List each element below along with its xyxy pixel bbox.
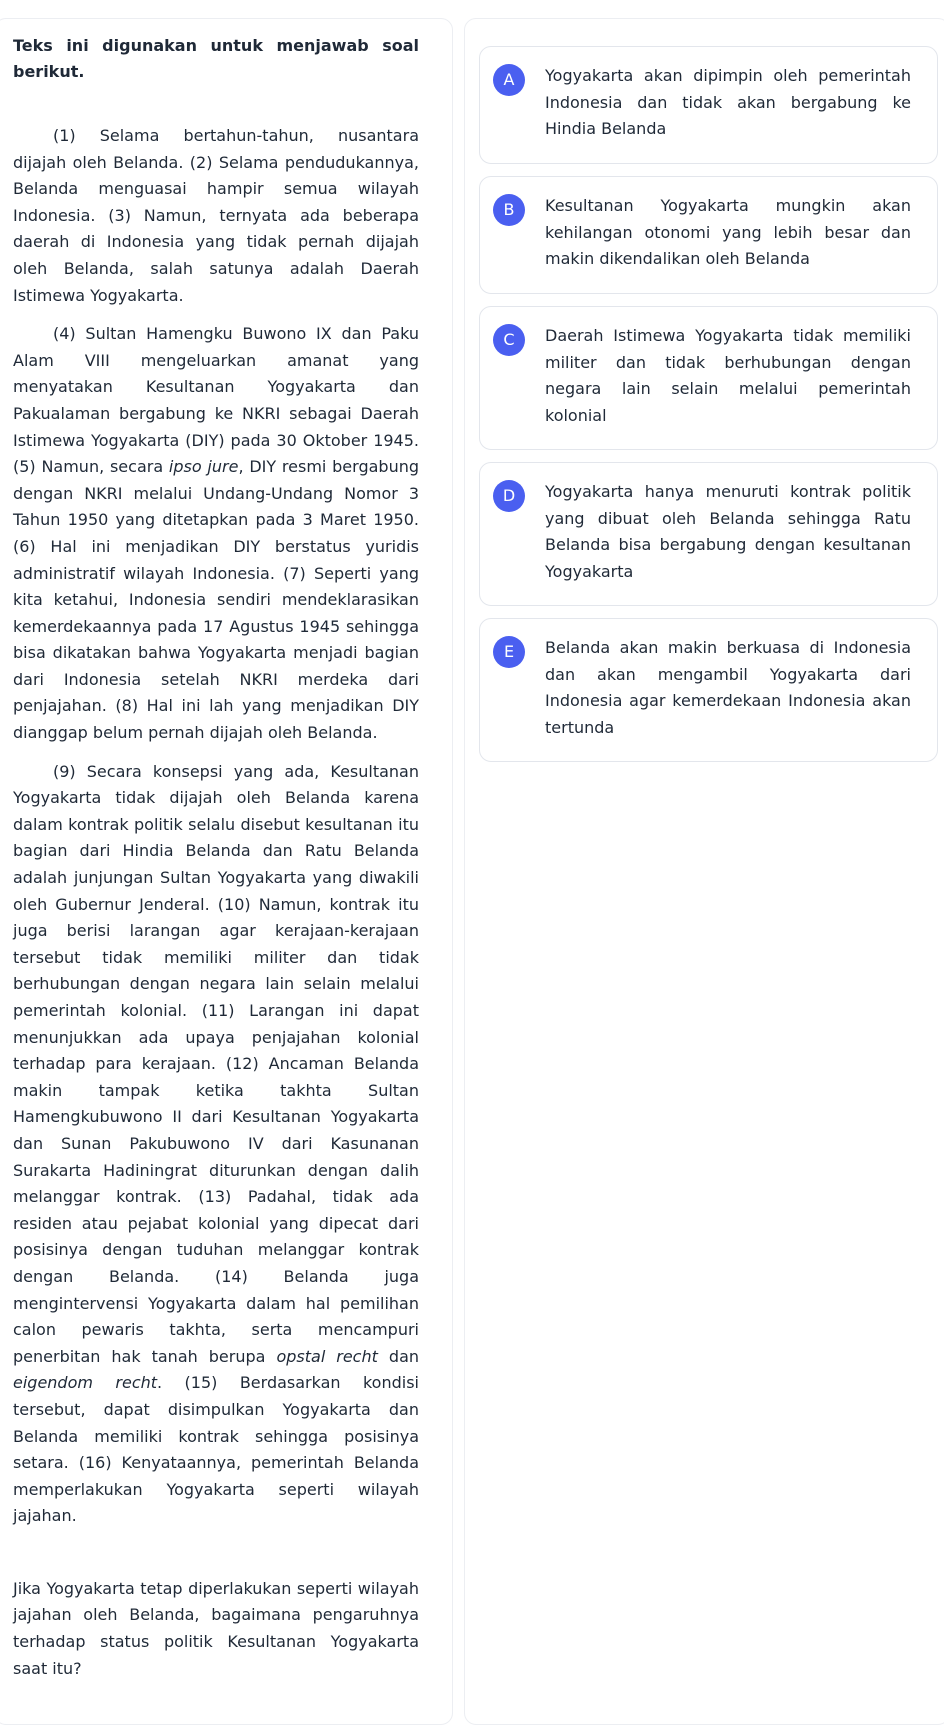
paragraph-italic-term: opstal recht — [276, 1346, 378, 1366]
option-e[interactable] — [479, 618, 938, 762]
answer-options-panel — [464, 18, 944, 1725]
option-d[interactable] — [479, 462, 938, 606]
paragraph-italic-term: eigendom recht — [13, 1373, 158, 1393]
passage-paragraph-3 — [13, 759, 419, 1530]
option-letter-badge: D — [493, 480, 525, 512]
option-text: Yogyakarta akan dipimpin oleh pemerintah Indonesia dan tidak akan bergabung ke Hindia Belanda — [545, 66, 911, 138]
paragraph-text: . (15) Berdasarkan kondisi tersebut, dapat disimpulkan Yogyakarta dan Belanda memiliki kontrak sehingga posisinya setara. (16) Kenyataannya, pemerintah Belanda memperlakukan Yogyakarta seperti wilayah jajahan. — [13, 1373, 419, 1526]
option-letter-badge: E — [493, 636, 525, 668]
paragraph-text: (4) Sultan Hamengku Buwono IX dan Paku Alam VIII mengeluarkan amanat yang menyatakan Kesultanan Yogyakarta dan Pakualaman bergabung ke NKRI sebagai Daerah Istimewa Yogyakarta (DIY) pada 30 Oktober 1945. (5) Namun, secara — [13, 324, 419, 477]
question-text: Jika Yogyakarta tetap diperlakukan seperti wilayah jajahan oleh Belanda, bagaimana pengaruhnya terhadap status politik Kesultanan Yogyakarta saat itu? — [13, 1578, 419, 1678]
paragraph-text: (1) Selama bertahun-tahun, nusantara dijajah oleh Belanda. (2) Selama pendudukannya, Belanda menguasai hampir semua wilayah Indonesia. (3) Namun, ternyata ada beberapa daerah di Indonesia yang tidak pernah dijajah oleh Belanda, salah satunya adalah Daerah Istimewa Yogyakarta. — [13, 126, 419, 305]
option-text: Kesultanan Yogyakarta mungkin akan kehilangan otonomi yang lebih besar dan makin dikendalikan oleh Belanda — [545, 196, 911, 268]
option-text: Daerah Istimewa Yogyakarta tidak memiliki militer dan tidak berhubungan dengan negara lain selain melalui pemerintah kolonial — [545, 326, 911, 425]
passage-paragraph-2 — [13, 321, 419, 747]
option-a[interactable] — [479, 46, 938, 164]
paragraph-italic-term: ipso jure — [168, 457, 239, 477]
option-letter-badge: C — [493, 324, 525, 356]
option-text: Yogyakarta hanya menuruti kontrak politik yang dibuat oleh Belanda sehingga Ratu Belanda bisa bergabung dengan kesultanan Yogyakarta — [545, 482, 911, 581]
option-text: Belanda akan makin berkuasa di Indonesia dan akan mengambil Yogyakarta dari Indonesia agar kemerdekaan Indonesia akan tertunda — [545, 638, 911, 737]
option-b[interactable] — [479, 176, 938, 294]
passage-intro: Teks ini digunakan untuk menjawab soal berikut. — [13, 36, 419, 81]
passage-panel — [0, 18, 453, 1725]
paragraph-text: dan — [377, 1346, 420, 1366]
paragraph-text: (9) Secara konsepsi yang ada, Kesultanan Yogyakarta tidak dijajah oleh Belanda karena dalam kontrak politik selalu disebut kesultanan itu bagian dari Hindia Belanda dan Ratu Belanda adalah junjungan Sultan Yogyakarta yang diwakili oleh Gubernur Jenderal. (10) Namun, kontrak itu juga berisi larangan agar kerajaan-kerajaan tersebut tidak memiliki militer dan tidak berhubungan dengan negara lain selain melalui pemerintah kolonial. (11) Larangan ini dapat menunjukkan ada upaya penjajahan kolonial terhadap para kerajaan. (12) Ancaman Belanda makin tampak ketika takhta Sultan Hamengkubuwono II dari Kesultanan Yogyakarta dan Sunan Pakubuwono IV dari Kasunanan Surakarta Hadiningrat diturunkan dengan dalih melanggar kontrak. (13) Padahal, tidak ada residen atau pejabat kolonial yang dipecat dari posisinya dengan tuduhan melanggar kontrak dengan Belanda. (14) Belanda juga mengintervensi Yogyakarta dalam hal pemilihan calon pewaris takhta, serta mencampuri penerbitan hak tanah berupa — [13, 761, 419, 1366]
passage-paragraph-1 — [13, 123, 419, 309]
option-c[interactable] — [479, 306, 938, 450]
option-letter-badge: B — [493, 194, 525, 226]
option-letter-badge: A — [493, 64, 525, 96]
paragraph-text: , DIY resmi bergabung dengan NKRI melalui Undang-Undang Nomor 3 Tahun 1950 yang ditetapkan pada 3 Maret 1950. (6) Hal ini menjadikan DIY berstatus yuridis administratif wilayah Indonesia. (7) Seperti yang kita ketahui, Indonesia sendiri mendeklarasikan kemerdekaannya pada 17 Agustus 1945 sehingga bisa dikatakan bahwa Yogyakarta menjadi bagian dari Indonesia setelah NKRI merdeka dari penjajahan. (8) Hal ini lah yang menjadikan DIY dianggap belum pernah dijajah oleh Belanda. — [13, 457, 420, 743]
